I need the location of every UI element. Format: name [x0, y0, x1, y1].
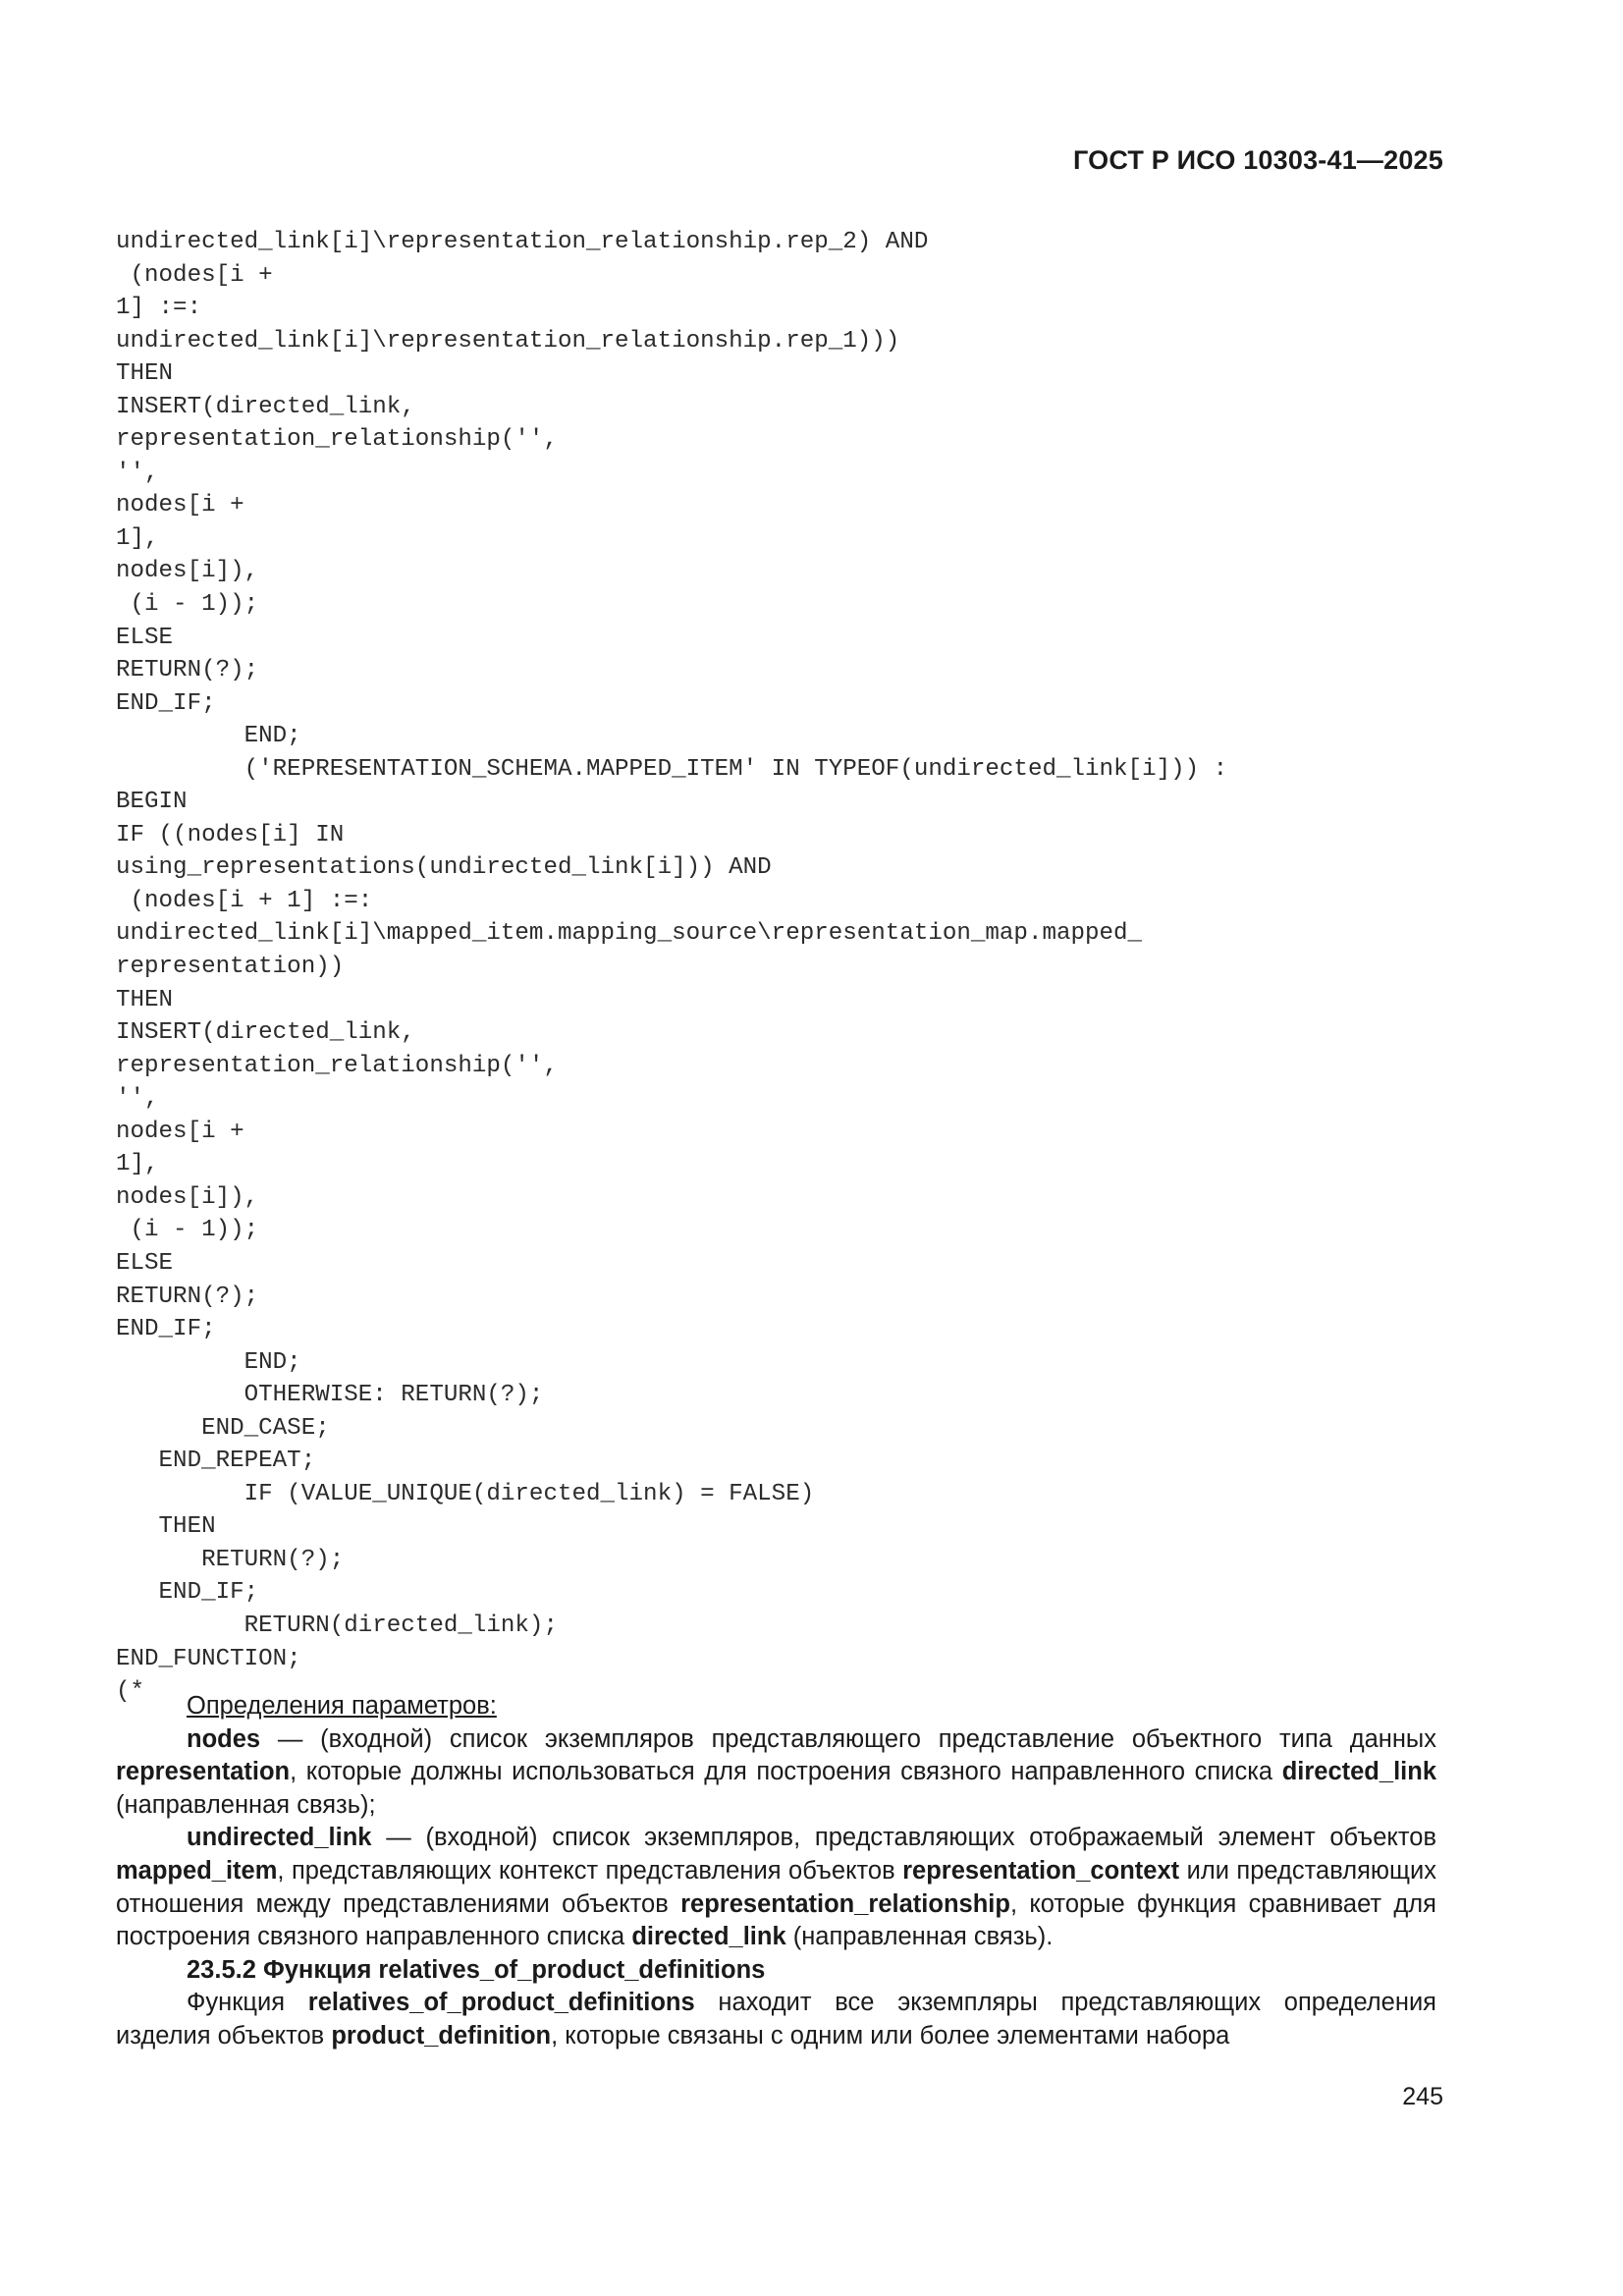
code-line: nodes[i]),	[116, 1183, 259, 1211]
code-line: END_REPEAT;	[116, 1448, 316, 1475]
term-representation-context: representation_context	[902, 1856, 1180, 1885]
term-directed-link: directed_link	[1281, 1758, 1436, 1786]
code-line: undirected_link[i]\mapped_item.mapping_source\representation_map.mapped_	[116, 920, 1143, 948]
code-line: 1],	[116, 524, 159, 552]
term-mapped-item: mapped_item	[116, 1856, 278, 1885]
code-line: END_IF;	[116, 1579, 259, 1607]
document-header: ГОСТ Р ИСО 10303-41—2025	[1073, 145, 1443, 175]
code-line: ('REPRESENTATION_SCHEMA.MAPPED_ITEM' IN TYPEOF(undirected_link[i])) :	[116, 755, 1228, 783]
code-listing	[116, 226, 1227, 1709]
term-directed-link-2: directed_link	[631, 1923, 786, 1951]
code-line: THEN	[116, 986, 174, 1013]
term-representation-relationship: representation_relationship	[680, 1889, 1010, 1918]
code-line: RETURN(directed_link);	[116, 1612, 558, 1639]
code-line: ELSE	[116, 624, 174, 651]
term-representation: representation	[116, 1758, 291, 1786]
code-line: RETURN(?);	[116, 1283, 259, 1310]
body-text	[116, 1690, 1436, 2053]
code-line: THEN	[116, 360, 174, 388]
code-line: undirected_link[i]\representation_relationship.rep_1)))	[116, 327, 900, 355]
code-line: END;	[116, 1348, 301, 1376]
code-line: (nodes[i + 1] :=:	[116, 887, 373, 914]
code-line: representation_relationship('',	[116, 426, 558, 454]
code-line: '',	[116, 1085, 159, 1113]
term-undirected-link: undirected_link	[187, 1824, 372, 1852]
code-line: END_CASE;	[116, 1414, 330, 1442]
param-nodes-definition: nodes — (входной) список экземпляров представляющего представление объектного типа данных representation, которые должны использоваться для построения связного направленного списка directed_link (направленная связь);	[116, 1724, 1436, 1819]
code-line: RETURN(?);	[116, 657, 259, 684]
term-nodes: nodes	[187, 1724, 261, 1753]
term-product-definition: product_definition	[331, 2021, 552, 2050]
code-line: (i - 1));	[116, 591, 259, 619]
code-line: 1],	[116, 1151, 159, 1178]
code-line: (i - 1));	[116, 1217, 259, 1244]
code-line: nodes[i +	[116, 492, 244, 519]
param-undirected-link-definition: undirected_link — (входной) список экземпляров, представляющих отображаемый элемент объектов mapped_item, представляющих контекст представления объектов representation_context или представляющих отношения между представлениями объектов representation_relationship, которые функция сравнивает для построения связного направленного списка directed_link (направленная связь).	[116, 1824, 1436, 1951]
section-heading: 23.5.2 Функция relatives_of_product_definitions	[187, 1955, 766, 1984]
section-paragraph: Функция relatives_of_product_definitions находит все экземпляры представляющих определения изделия объектов product_definition, которые связаны с одним или более элементами набора	[116, 1989, 1436, 2050]
code-line: nodes[i]),	[116, 558, 259, 585]
code-line: nodes[i +	[116, 1118, 244, 1145]
code-line: END_FUNCTION;	[116, 1645, 301, 1672]
code-line: ELSE	[116, 1249, 174, 1277]
code-line: representation))	[116, 954, 345, 981]
code-line: RETURN(?);	[116, 1546, 345, 1573]
code-line: BEGIN	[116, 789, 188, 816]
code-line: IF (VALUE_UNIQUE(directed_link) = FALSE)	[116, 1480, 815, 1507]
code-line: representation_relationship('',	[116, 1052, 558, 1079]
code-line: '',	[116, 459, 159, 486]
code-line: undirected_link[i]\representation_relationship.rep_2) AND	[116, 229, 929, 255]
code-line: (*	[116, 1678, 145, 1706]
code-line: END_IF;	[116, 689, 216, 717]
code-line: 1] :=:	[116, 295, 202, 322]
term-relatives-of-product-definitions: relatives_of_product_definitions	[307, 1989, 695, 2017]
code-line: THEN	[116, 1513, 216, 1541]
parameters-heading: Определения параметров:	[187, 1692, 497, 1720]
code-line: INSERT(directed_link,	[116, 1019, 415, 1047]
code-line: INSERT(directed_link,	[116, 393, 415, 420]
code-line: END_IF;	[116, 1316, 216, 1343]
page-number: 245	[1402, 2083, 1443, 2110]
code-line: END;	[116, 723, 301, 750]
code-line: IF ((nodes[i] IN	[116, 821, 345, 848]
code-line: (nodes[i +	[116, 261, 273, 289]
code-line: OTHERWISE: RETURN(?);	[116, 1382, 544, 1409]
code-line: using_representations(undirected_link[i])) AND	[116, 854, 772, 882]
